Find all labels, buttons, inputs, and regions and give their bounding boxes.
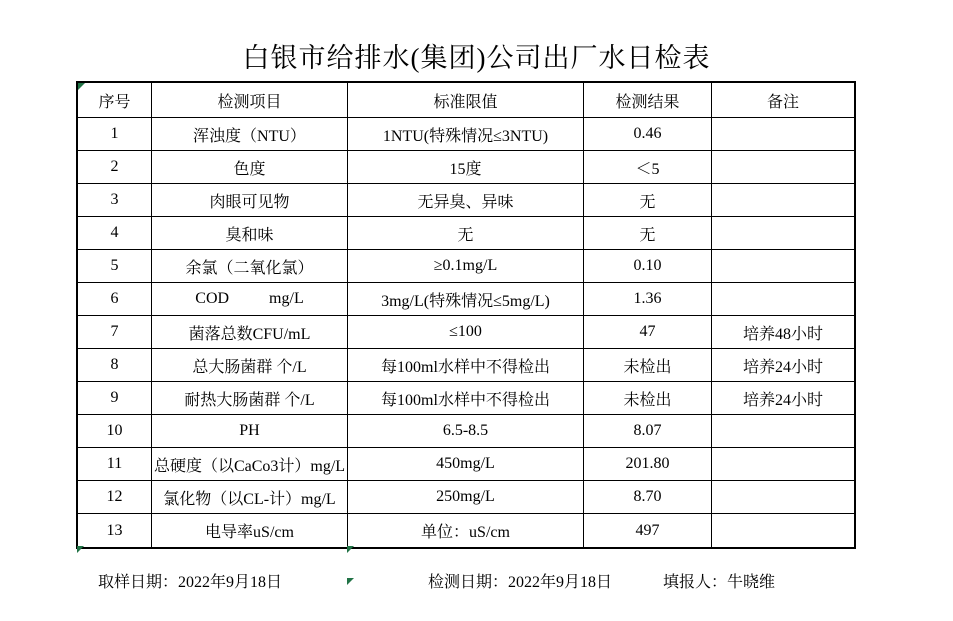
table-cell: ≤100 [348,316,584,349]
table-cell: 菌落总数CFU/mL [152,316,348,349]
table-cell: 13 [78,514,152,547]
table-cell: ＜5 [584,151,712,184]
table-cell: ≥0.1mg/L [348,250,584,283]
table-cell: 6.5-8.5 [348,415,584,448]
reporter-label: 填报人： [663,574,728,591]
column-header: 检测项目 [152,83,348,118]
table-cell: 8 [78,349,152,382]
table-cell: 色度 [152,151,348,184]
table-cell: 4 [78,217,152,250]
table-cell: 11 [78,448,152,481]
table-cell [712,481,854,514]
table-cell [712,283,854,316]
excel-error-indicator-icon [77,546,84,553]
column-header: 备注 [712,83,854,118]
table-cell: 3 [78,184,152,217]
sampling-date [90,551,282,592]
table-cell: 未检出 [584,349,712,382]
table-cell: 3mg/L(特殊情况≤5mg/L) [348,283,584,316]
table-cell: 培养24小时 [712,349,854,382]
table-cell [712,514,854,547]
table-cell [712,250,854,283]
test-date [420,551,612,592]
table-cell: 497 [584,514,712,547]
table-cell: 12 [78,481,152,514]
test-date-value: 2022年9月18日 [508,574,613,591]
table-cell: 9 [78,382,152,415]
table-cell: 氯化物（以CL-计）mg/L [152,481,348,514]
table-cell [712,448,854,481]
table-cell: 201.80 [584,448,712,481]
table-cell: 8.70 [584,481,712,514]
table-cell: 2 [78,151,152,184]
table-cell: 肉眼可见物 [152,184,348,217]
excel-error-indicator-icon [347,578,354,585]
table-cell: 培养24小时 [712,382,854,415]
table-cell: 450mg/L [348,448,584,481]
table-cell [712,415,854,448]
table-cell: 浑浊度（NTU） [152,118,348,151]
sampling-date-value: 2022年9月18日 [178,574,283,591]
table-cell: 臭和味 [152,217,348,250]
table-cell: 总硬度（以CaCo3计）mg/L [152,448,348,481]
table-cell: 6 [78,283,152,316]
table-cell: 0.10 [584,250,712,283]
table-cell: 余氯（二氧化氯） [152,250,348,283]
table-cell: 10 [78,415,152,448]
table-cell: 1NTU(特殊情况≤3NTU) [348,118,584,151]
table-cell [712,151,854,184]
reporter-value: 牛晓维 [727,574,776,591]
sampling-date-label: 取样日期： [98,574,179,591]
table-cell: 无 [584,184,712,217]
table-cell [712,118,854,151]
table-cell: 单位：uS/cm [348,514,584,547]
table-cell: 每100ml水样中不得检出 [348,349,584,382]
test-date-label: 检测日期： [428,574,509,591]
table-cell: PH [152,415,348,448]
table-cell: 5 [78,250,152,283]
table-cell: 15度 [348,151,584,184]
table-cell: 0.46 [584,118,712,151]
table-cell: COD mg/L [152,283,348,316]
table-cell: 47 [584,316,712,349]
inspection-table [76,81,856,549]
reporter [655,551,775,592]
table-cell: 7 [78,316,152,349]
table-cell [712,184,854,217]
table-cell: 无 [348,217,584,250]
table-cell [712,217,854,250]
table-cell: 总大肠菌群 个/L [152,349,348,382]
column-header: 序号 [78,83,152,118]
column-header: 检测结果 [584,83,712,118]
table-cell: 8.07 [584,415,712,448]
column-header: 标准限值 [348,83,584,118]
table-cell: 耐热大肠菌群 个/L [152,382,348,415]
excel-error-indicator-icon [347,546,354,553]
table-cell: 电导率uS/cm [152,514,348,547]
table-cell: 未检出 [584,382,712,415]
table-cell: 250mg/L [348,481,584,514]
table-cell: 每100ml水样中不得检出 [348,382,584,415]
table-cell: 无 [584,217,712,250]
table-cell: 无异臭、异味 [348,184,584,217]
table-cell: 培养48小时 [712,316,854,349]
table-cell: 1 [78,118,152,151]
table-cell: 1.36 [584,283,712,316]
page-title: 白银市给排水(集团)公司出厂水日检表 [242,43,711,73]
